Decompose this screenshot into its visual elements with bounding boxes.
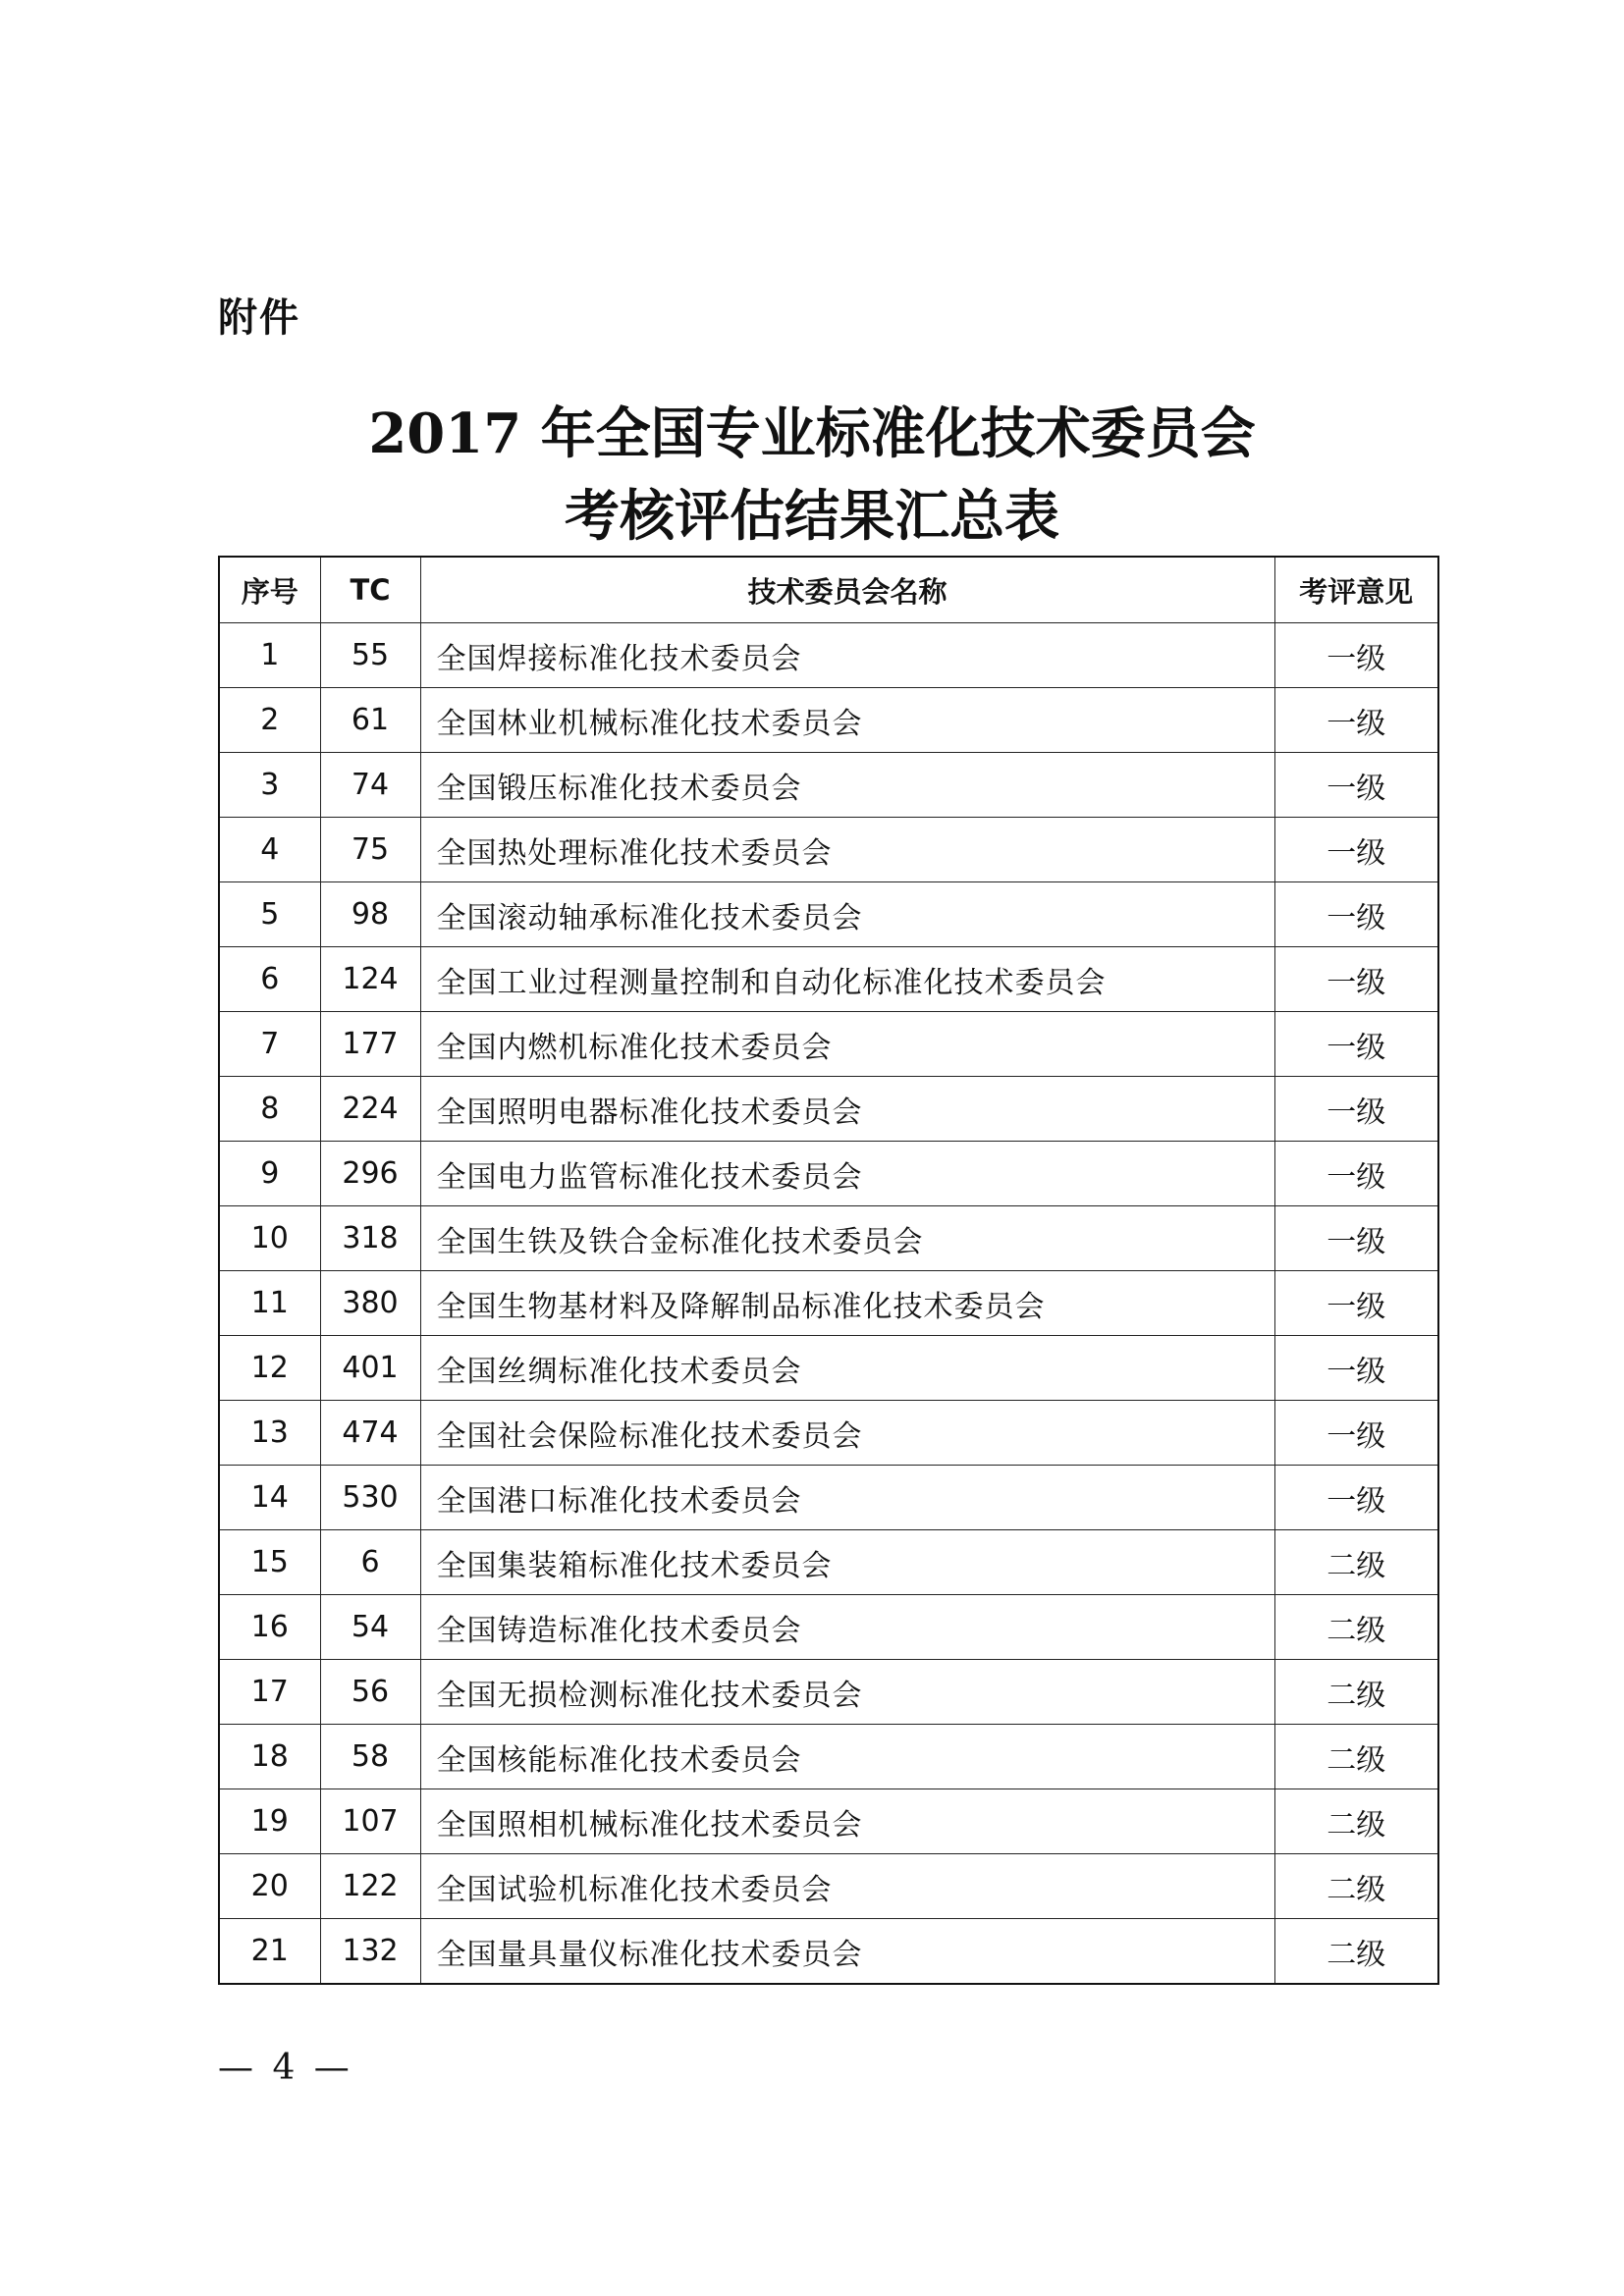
- evaluation-grade: 一级: [1274, 753, 1438, 818]
- committee-name: 全国工业过程测量控制和自动化标准化技术委员会: [420, 947, 1274, 1012]
- committee-name: 全国热处理标准化技术委员会: [420, 818, 1274, 882]
- document-title-line-2: 考核评估结果汇总表: [565, 484, 1059, 549]
- column-header-grade: 考评意见: [1274, 557, 1438, 623]
- committee-name: 全国锻压标准化技术委员会: [420, 753, 1274, 818]
- tc-number: 380: [320, 1271, 420, 1336]
- tc-number: 132: [320, 1919, 420, 1985]
- tc-number: 124: [320, 947, 420, 1012]
- table-row: [219, 818, 1438, 882]
- evaluation-grade: 一级: [1274, 947, 1438, 1012]
- row-number: 3: [219, 753, 320, 818]
- tc-number: 177: [320, 1012, 420, 1077]
- table-row: [219, 1595, 1438, 1660]
- page-number: — 4 —: [218, 2048, 353, 2088]
- row-number: 15: [219, 1530, 320, 1595]
- tc-number: 107: [320, 1789, 420, 1854]
- evaluation-grade: 一级: [1274, 1077, 1438, 1142]
- table-row: [219, 1142, 1438, 1206]
- row-number: 17: [219, 1660, 320, 1725]
- tc-number: 530: [320, 1466, 420, 1530]
- evaluation-grade: 二级: [1274, 1595, 1438, 1660]
- column-header-name: 技术委员会名称: [420, 557, 1274, 623]
- table-row: [219, 1919, 1438, 1985]
- row-number: 14: [219, 1466, 320, 1530]
- evaluation-grade: 一级: [1274, 688, 1438, 753]
- committee-name: 全国集装箱标准化技术委员会: [420, 1530, 1274, 1595]
- committee-name: 全国量具量仪标准化技术委员会: [420, 1919, 1274, 1985]
- tc-number: 401: [320, 1336, 420, 1401]
- table-row: [219, 688, 1438, 753]
- row-number: 19: [219, 1789, 320, 1854]
- row-number: 20: [219, 1854, 320, 1919]
- evaluation-grade: 一级: [1274, 882, 1438, 947]
- committee-name: 全国照明电器标准化技术委员会: [420, 1077, 1274, 1142]
- committee-name: 全国内燃机标准化技术委员会: [420, 1012, 1274, 1077]
- table-row: [219, 1206, 1438, 1271]
- tc-number: 98: [320, 882, 420, 947]
- table-body: [219, 623, 1438, 1985]
- committee-name: 全国照相机械标准化技术委员会: [420, 1789, 1274, 1854]
- committee-name: 全国社会保险标准化技术委员会: [420, 1401, 1274, 1466]
- table-row: [219, 753, 1438, 818]
- row-number: 16: [219, 1595, 320, 1660]
- committee-name: 全国生铁及铁合金标准化技术委员会: [420, 1206, 1274, 1271]
- evaluation-grade: 一级: [1274, 1336, 1438, 1401]
- row-number: 4: [219, 818, 320, 882]
- evaluation-grade: 一级: [1274, 1271, 1438, 1336]
- row-number: 12: [219, 1336, 320, 1401]
- row-number: 10: [219, 1206, 320, 1271]
- tc-number: 74: [320, 753, 420, 818]
- tc-number: 6: [320, 1530, 420, 1595]
- tc-number: 55: [320, 623, 420, 688]
- table-row: [219, 1466, 1438, 1530]
- row-number: 7: [219, 1012, 320, 1077]
- evaluation-grade: 二级: [1274, 1919, 1438, 1985]
- evaluation-grade: 一级: [1274, 1142, 1438, 1206]
- table-row: [219, 1401, 1438, 1466]
- row-number: 8: [219, 1077, 320, 1142]
- tc-number: 122: [320, 1854, 420, 1919]
- table-header-row: [219, 557, 1438, 623]
- tc-number: 224: [320, 1077, 420, 1142]
- tc-number: 75: [320, 818, 420, 882]
- tc-number: 296: [320, 1142, 420, 1206]
- evaluation-grade: 一级: [1274, 1466, 1438, 1530]
- column-header-tc: TC: [320, 557, 420, 623]
- committee-name: 全国电力监管标准化技术委员会: [420, 1142, 1274, 1206]
- committee-name: 全国无损检测标准化技术委员会: [420, 1660, 1274, 1725]
- row-number: 18: [219, 1725, 320, 1789]
- tc-number: 318: [320, 1206, 420, 1271]
- row-number: 6: [219, 947, 320, 1012]
- tc-number: 54: [320, 1595, 420, 1660]
- evaluation-grade: 二级: [1274, 1725, 1438, 1789]
- evaluation-grade: 二级: [1274, 1530, 1438, 1595]
- evaluation-grade: 一级: [1274, 623, 1438, 688]
- row-number: 9: [219, 1142, 320, 1206]
- row-number: 13: [219, 1401, 320, 1466]
- table-row: [219, 1077, 1438, 1142]
- evaluation-grade: 二级: [1274, 1854, 1438, 1919]
- table-row: [219, 1660, 1438, 1725]
- committee-name: 全国铸造标准化技术委员会: [420, 1595, 1274, 1660]
- row-number: 5: [219, 882, 320, 947]
- document-title-line-1: 2017 年全国专业标准化技术委员会: [368, 401, 1256, 466]
- committee-name: 全国滚动轴承标准化技术委员会: [420, 882, 1274, 947]
- tc-number: 58: [320, 1725, 420, 1789]
- table-row: [219, 1012, 1438, 1077]
- evaluation-grade: 一级: [1274, 1401, 1438, 1466]
- table-row: [219, 1725, 1438, 1789]
- committee-name: 全国港口标准化技术委员会: [420, 1466, 1274, 1530]
- row-number: 2: [219, 688, 320, 753]
- evaluation-grade: 一级: [1274, 818, 1438, 882]
- table-row: [219, 1530, 1438, 1595]
- committee-name: 全国林业机械标准化技术委员会: [420, 688, 1274, 753]
- table-row: [219, 623, 1438, 688]
- table-row: [219, 1789, 1438, 1854]
- evaluation-grade: 二级: [1274, 1789, 1438, 1854]
- evaluation-results-table: [218, 556, 1439, 1985]
- committee-name: 全国核能标准化技术委员会: [420, 1725, 1274, 1789]
- table-row: [219, 1854, 1438, 1919]
- attachment-label: 附件: [218, 295, 300, 341]
- table-row: [219, 1271, 1438, 1336]
- evaluation-grade: 二级: [1274, 1660, 1438, 1725]
- committee-name: 全国丝绸标准化技术委员会: [420, 1336, 1274, 1401]
- tc-number: 61: [320, 688, 420, 753]
- tc-number: 474: [320, 1401, 420, 1466]
- evaluation-grade: 一级: [1274, 1012, 1438, 1077]
- table-row: [219, 947, 1438, 1012]
- tc-number: 56: [320, 1660, 420, 1725]
- column-header-no: 序号: [219, 557, 320, 623]
- table-row: [219, 1336, 1438, 1401]
- committee-name: 全国生物基材料及降解制品标准化技术委员会: [420, 1271, 1274, 1336]
- committee-name: 全国试验机标准化技术委员会: [420, 1854, 1274, 1919]
- committee-name: 全国焊接标准化技术委员会: [420, 623, 1274, 688]
- evaluation-grade: 一级: [1274, 1206, 1438, 1271]
- row-number: 21: [219, 1919, 320, 1985]
- table-row: [219, 882, 1438, 947]
- row-number: 11: [219, 1271, 320, 1336]
- row-number: 1: [219, 623, 320, 688]
